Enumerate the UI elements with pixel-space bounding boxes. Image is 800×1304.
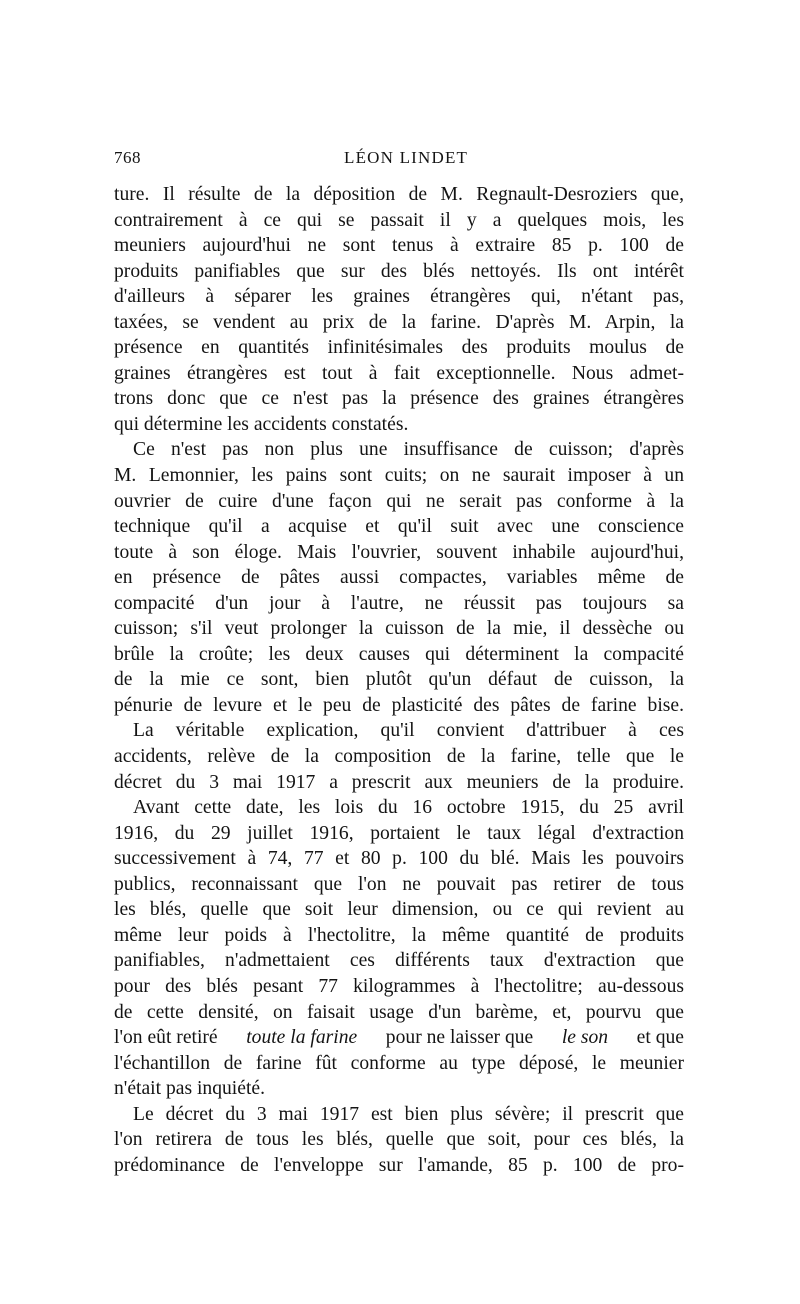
text-line: trons donc que ce n'est pas la présence des graines étrangères [114, 388, 684, 410]
text-line: publics, reconnaissant que l'on ne pouvait pas retirer de tous [114, 873, 684, 895]
line-segment: pour ne laisser que [380, 1027, 539, 1049]
text-line-with-italics [114, 1025, 684, 1051]
text-line: 1916, du 29 juillet 1916, portaient le taux légal d'extraction [114, 822, 684, 844]
text-line: les blés, quelle que soit leur dimension, ou ce qui revient au [114, 899, 684, 921]
paragraph-last-line: n'était pas inquiété. [114, 1078, 265, 1100]
text-line: présence en quantités infinitésimales des produits moulus de [114, 337, 684, 359]
paragraph-first-line: Avant cette date, les lois du 16 octobre 1915, du 25 avril [133, 797, 684, 819]
text-line: de la mie ce sont, bien plutôt qu'un défaut de cuisson, la [114, 669, 684, 691]
paragraph-last-line: qui détermine les accidents constatés. [114, 413, 409, 435]
paragraph-last-line: pénurie de levure et le peu de plasticité des pâtes de farine bise. [114, 694, 684, 716]
paragraph-first-line: Ce n'est pas non plus une insuffisance de cuisson; d'après [133, 439, 684, 461]
body-text [114, 182, 684, 1178]
text-line: d'ailleurs à séparer les graines étrangères qui, n'étant pas, [114, 286, 684, 308]
text-line: pour des blés pesant 77 kilogrammes à l'hectolitre; au-dessous [114, 975, 684, 997]
text-line: ture. Il résulte de la déposition de M. Regnault-Desroziers que, [114, 184, 684, 205]
page-number: 768 [114, 148, 141, 167]
text-line: contrairement à ce qui se passait il y a quelques mois, les [114, 209, 684, 231]
running-title: LÉON LINDET [344, 148, 469, 167]
text-line: ouvrier de cuire d'une façon qui ne serait pas conforme à la [114, 490, 684, 512]
text-line: cuisson; s'il veut prolonger la cuisson de la mie, il dessèche ou [114, 618, 684, 640]
line-segment: l'on eût retiré [114, 1027, 223, 1049]
text-line: brûle la croûte; les deux causes qui déterminent la compacité [114, 643, 684, 665]
paragraph-last-line: décret du 3 mai 1917 a prescrit aux meuniers de la produire. [114, 771, 684, 793]
running-head [114, 148, 684, 172]
line-segment: et que [631, 1027, 684, 1049]
paragraph-first-line: La véritable explication, qu'il convient d'attribuer à ces [133, 720, 684, 742]
italic-phrase: le son [561, 1027, 609, 1049]
text-line: accidents, relève de la composition de la farine, telle que le [114, 746, 684, 768]
text-line: panifiables, n'admettaient ces différents taux d'extraction que [114, 950, 684, 972]
text-line: en présence de pâtes aussi compactes, variables même de [114, 567, 684, 589]
text-line: l'échantillon de farine fût conforme au type déposé, le meunier [114, 1052, 684, 1074]
paragraph-first-line: Le décret du 3 mai 1917 est bien plus sévère; il prescrit que [133, 1103, 684, 1125]
text-line: successivement à 74, 77 et 80 p. 100 du blé. Mais les pouvoirs [114, 848, 684, 870]
text-line: technique qu'il a acquise et qu'il suit avec une conscience [114, 516, 684, 538]
text-line: compacité d'un jour à l'autre, ne réussit pas toujours sa [114, 592, 684, 614]
text-line: même leur poids à l'hectolitre, la même quantité de produits [114, 924, 684, 946]
text-line: taxées, se vendent au prix de la farine. D'après M. Arpin, la [114, 311, 684, 333]
text-line: l'on retirera de tous les blés, quelle que soit, pour ces blés, la [114, 1129, 684, 1151]
text-line: toute à son éloge. Mais l'ouvrier, souvent inhabile aujourd'hui, [114, 541, 684, 563]
italic-phrase: toute la farine [246, 1027, 358, 1049]
text-line: de cette densité, on faisait usage d'un barème, et, pourvu que [114, 1001, 684, 1023]
text-line: M. Lemonnier, les pains sont cuits; on ne saurait imposer à un [114, 465, 684, 487]
text-line: meuniers aujourd'hui ne sont tenus à extraire 85 p. 100 de [114, 235, 684, 257]
text-line: graines étrangères est tout à fait exceptionnelle. Nous admet- [114, 362, 684, 384]
text-line: produits panifiables que sur des blés nettoyés. Ils ont intérêt [114, 260, 684, 282]
text-line: prédominance de l'enveloppe sur l'amande, 85 p. 100 de pro- [114, 1154, 684, 1176]
